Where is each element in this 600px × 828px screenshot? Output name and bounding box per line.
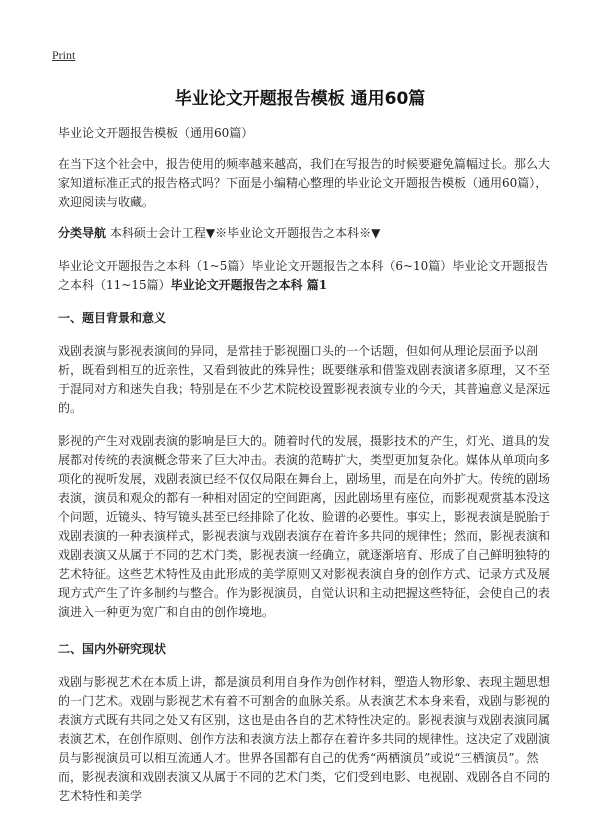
section-heading-research: 二、国内外研究现状 (58, 642, 167, 656)
print-link[interactable]: Print (52, 48, 76, 62)
page-title: 毕业论文开题报告模板 通用60篇 (174, 89, 426, 109)
section-heading-background: 一、题目背景和意义 (58, 311, 167, 325)
article-body (58, 124, 550, 806)
section-paragraph: 戏剧表演与影视表演间的异同，是常挂于影视圈口头的一个话题，但如何从理论层面予以剖析，既看到相互的近亲性，又看到彼此的殊异性；既要继承和借鉴戏剧表演诸多原理，又不至于混同对方和迷失自我；特别是在不少艺术院校设置影视表演专业的今天，其普遍意义是深远的。 (58, 344, 551, 415)
section-links (58, 257, 550, 295)
category-nav-label: 分类导航 (58, 226, 107, 240)
current-section-label: 毕业论文开题报告之本科 篇1 (170, 278, 328, 292)
category-nav-items[interactable]: 本科硕士会计工程▼※毕业论文开题报告之本科※▼ (109, 226, 381, 240)
intro-paragraph: 在当下这个社会中，报告使用的频率越来越高，我们在写报告的时候要避免篇幅过长。那么大家知道标准正式的报告格式吗？下面是小编精心整理的毕业论文开题报告模板（通用60篇），欢迎阅读与收藏。 (58, 157, 551, 209)
category-nav (58, 224, 550, 243)
section-links-list[interactable]: 毕业论文开题报告之本科（1~5篇）毕业论文开题报告之本科（6~10篇）毕业论文开题报告之本科（11~15篇） (58, 259, 549, 292)
section-paragraph: 影视的产生对戏剧表演的影响是巨大的。随着时代的发展，摄影技术的产生，灯光、道具的发展都对传统的表演概念带来了巨大冲击。表演的范畴扩大，类型更加复杂化。媒体从单项向多项化的视听发展，戏剧表演已经不仅仅局限在舞台上，剧场里，而是在向外扩大。传统的剧场表演，演员和观众的都有一种相对固定的空间距离，因此剧场里有座位，而影视观赏基本没这个问题，近镜头、特写镜头甚至已经排除了化妆、脸谱的必要性。事实上，影视表演是脱胎于戏剧表演的一种表演样式，影视表演与戏剧表演存在着许多共同的规律性；然而，影视表演和戏剧表演又从属于不同的艺术门类，影视表演一经确立，就逐渐培育、形成了自己鲜明独特的艺术特征。这些艺术特性及由此形成的美学原则又对影视表演自身的创作方式、记录方式及展现方式产生了许多制约与整合。作为影视演员，自觉认识和主动把握这些特征，会使自己的表演进入一种更为宽广和自由的创作境地。 (58, 434, 551, 619)
article-subtitle: 毕业论文开题报告模板（通用60篇） (58, 126, 254, 140)
section-paragraph: 戏剧与影视艺术在本质上讲，都是演员利用自身作为创作材料，塑造人物形象、表现主题思想的一门艺术。戏剧与影视艺术有着不可割舍的血脉关系。从表演艺术本身来看，戏剧与影视的表演方式既有共同之处又有区别，这也是由各自的艺术特性决定的。影视表演与戏剧表演同属表演艺术，在创作原则、创作方法和表演方法上都存在着许多共同的规律性。这决定了戏剧演员与影视演员可以相互流通人才。世界各国都有自己的优秀“两栖演员”或说“三栖演员”。然而，影视表演和戏剧表演又从属于不同的艺术门类，它们受到电影、电视剧、戏剧各自不同的艺术特性和美学 (58, 675, 551, 803)
